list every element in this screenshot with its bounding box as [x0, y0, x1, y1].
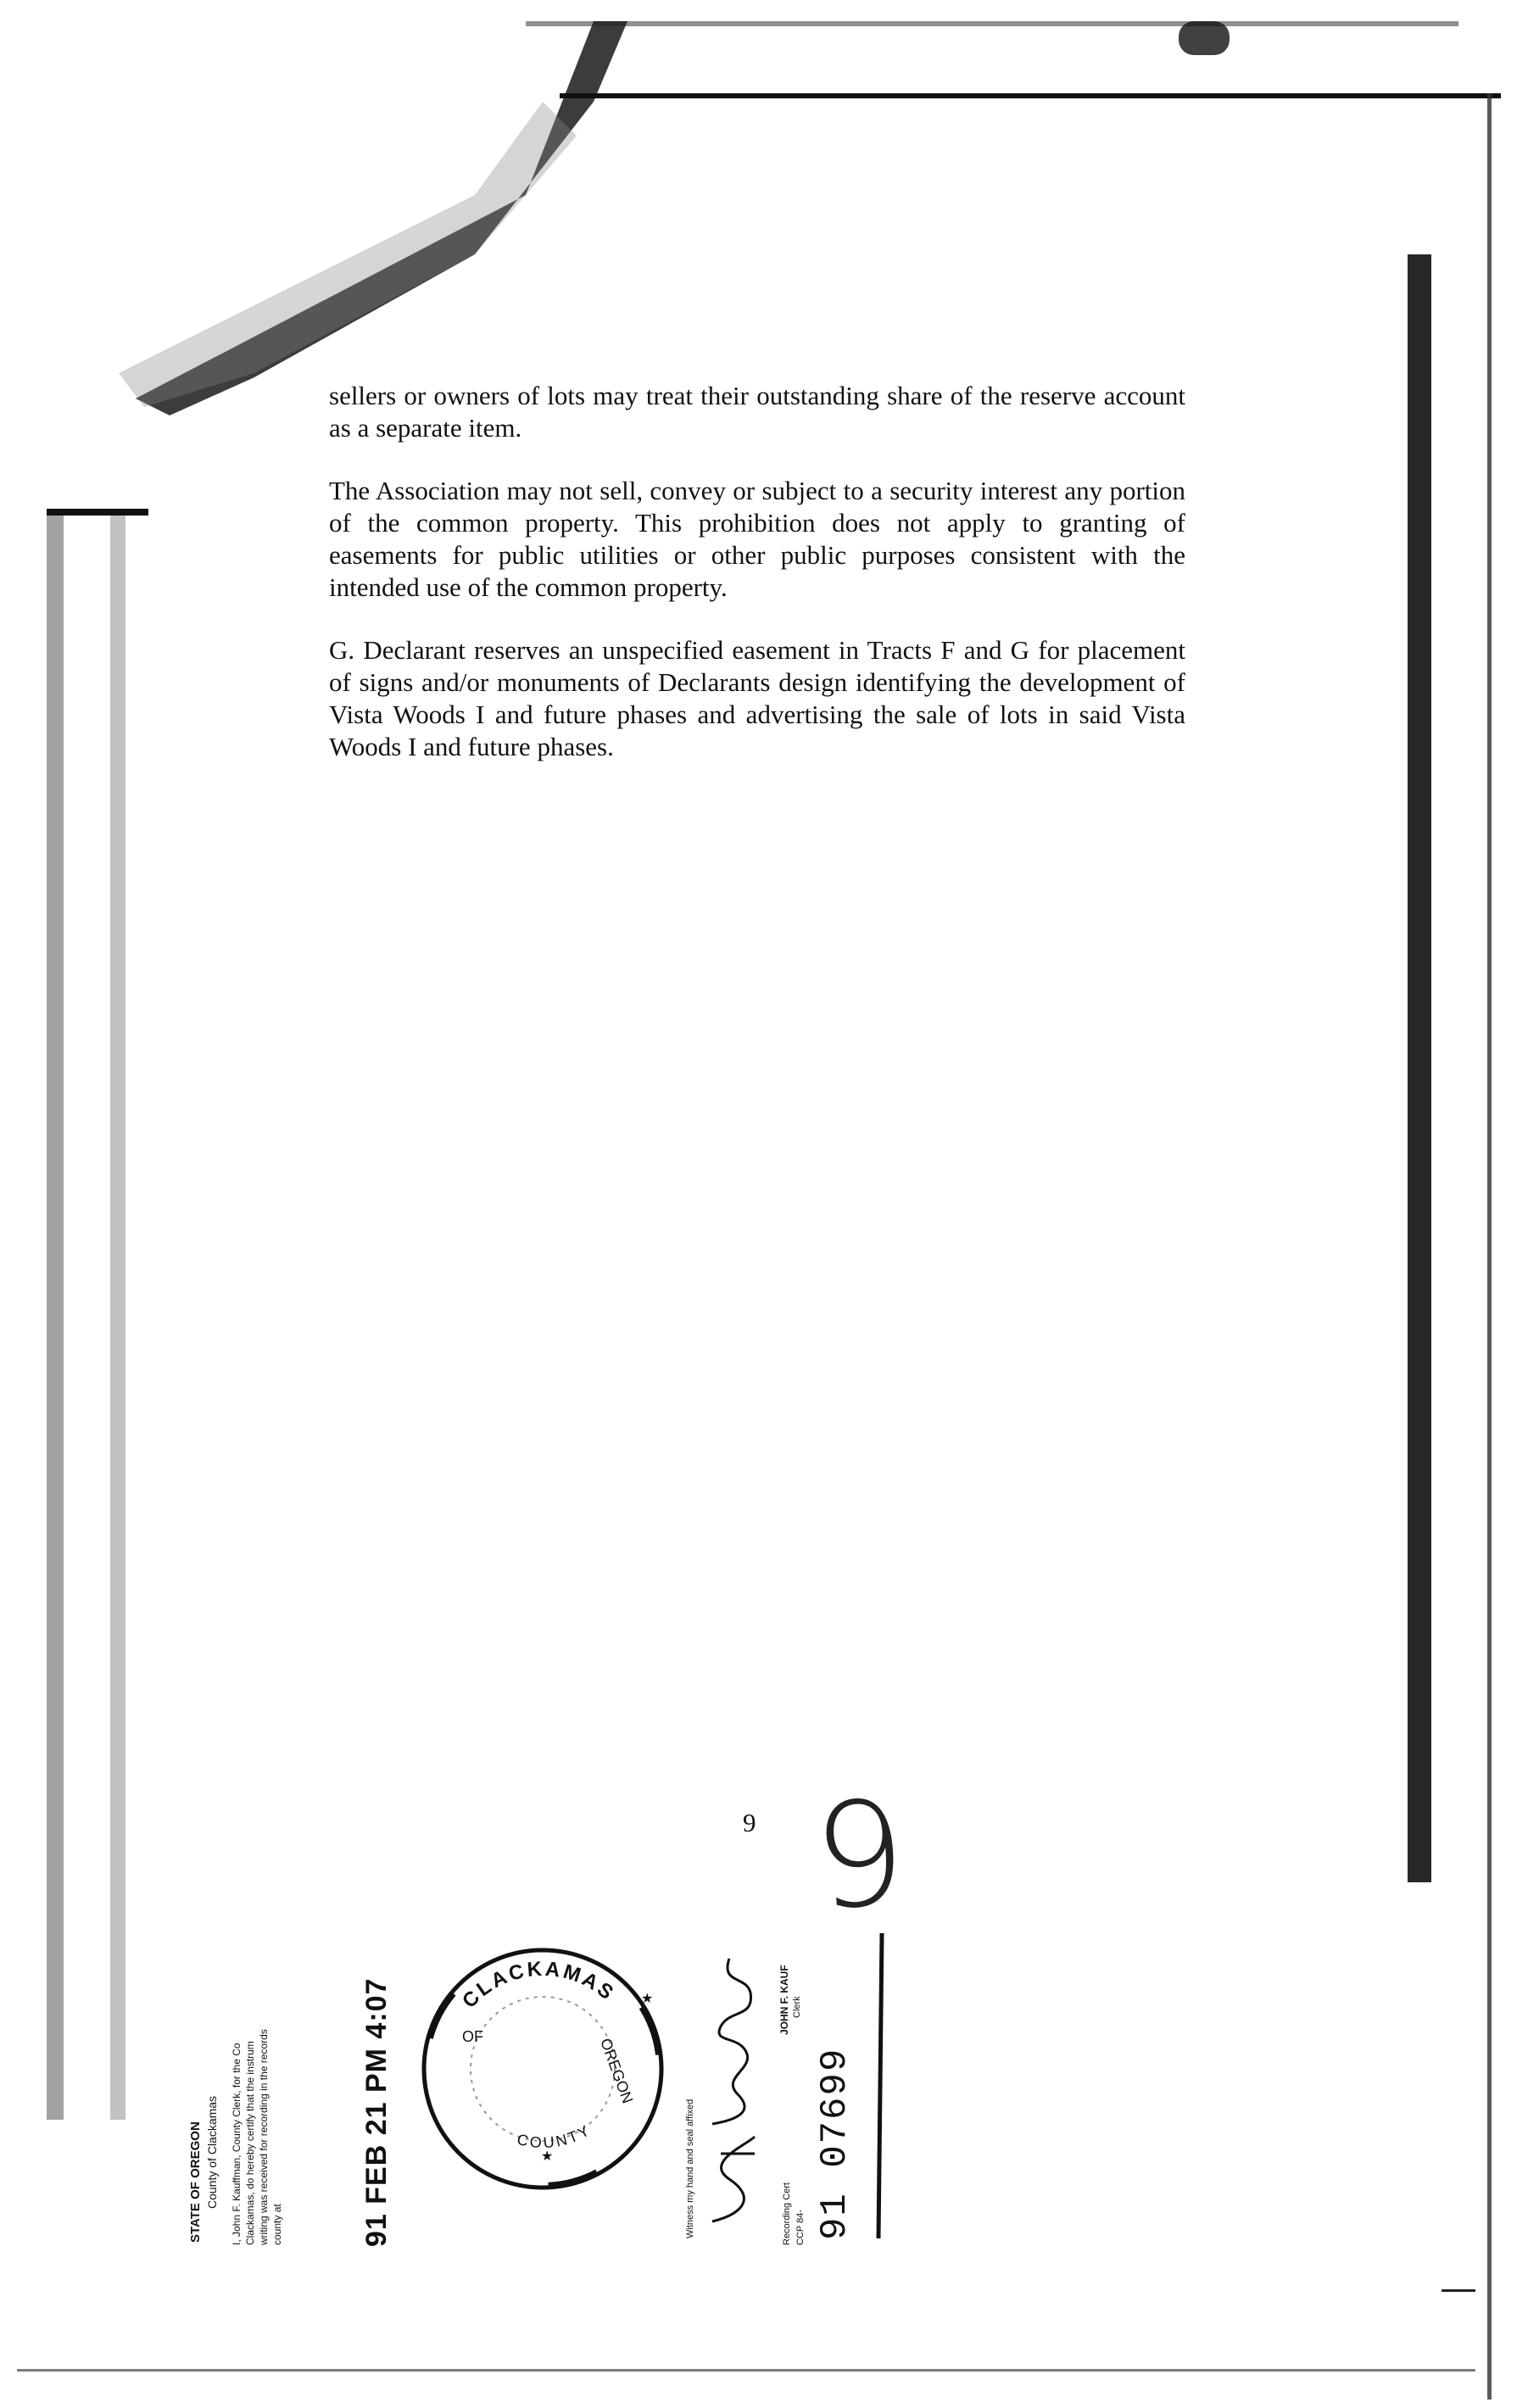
seal-text-top: CLACKAMAS [458, 1957, 620, 2013]
paragraph-common-property: The Association may not sell, convey or subject to a security interest any portion of the common property. This prohibition does not apply to granting of easements for public utilities or other public purposes consistent with the intended use of the common property. [329, 476, 1185, 602]
county-seal [415, 1942, 670, 2196]
clerk-signature [695, 1942, 772, 2238]
recording-cert-sub: CCP 84- [795, 2210, 806, 2245]
clerk-title: Clerk [792, 1996, 802, 2018]
document-number-bar [873, 1925, 899, 2247]
seal-text-left: OF [462, 2028, 483, 2045]
stamp-cert-line-4: county at [271, 2204, 283, 2245]
paragraph-easement: G. Declarant reserves an unspecified easement in Tracts F and G for placement of signs and/or monuments of Declarants design identifying the development of Vista Woods I and future phases and advertising the sale of lots in said Vista Woods I and future phases. [329, 635, 1185, 761]
stamp-county: County of Clackamas [205, 2095, 219, 2209]
handwritten-page-number: 9 [808, 1769, 912, 1943]
right-border-line [1487, 93, 1492, 2400]
top-right-border [560, 93, 1501, 98]
svg-text:★: ★ [641, 1992, 654, 2006]
seal-text-right: OREGON [597, 2036, 637, 2106]
clerk-name: JOHN F. KAUF [778, 1965, 790, 2035]
document-number: 91 07699 [814, 2047, 856, 2240]
bottom-line [17, 2369, 1475, 2372]
left-top-bracket [47, 509, 148, 516]
body-text [329, 380, 1185, 794]
left-inner-edge [110, 509, 125, 2120]
left-scan-edge [47, 509, 64, 2120]
stamp-state: STATE OF OREGON [188, 2121, 203, 2243]
seal-text-bottom: COUNTY [515, 2121, 594, 2152]
paragraph-reserve-account: sellers or owners of lots may treat their outstanding share of the reserve account as a separate item. [329, 381, 1185, 443]
stamp-cert-line-3: writing was received for recording in the records [258, 2029, 270, 2245]
stamp-cert-line-2: Clackamas, do hereby certify that the instrum [244, 2041, 256, 2245]
svg-text:COUNTY [516, 2121, 594, 2151]
page-number: 9 [743, 1808, 756, 1837]
svg-text:★: ★ [541, 2149, 554, 2164]
top-right-blob [1179, 21, 1230, 55]
bottom-right-mark [1442, 2289, 1475, 2292]
recording-stamp [161, 1925, 907, 2247]
folded-corner-speckle [119, 102, 577, 407]
witness-line: Witness my hand and seal affixed [685, 2099, 695, 2238]
received-datetime-stamp: 91 FEB 21 PM 4:07 [360, 1977, 393, 2247]
right-dark-edge [1408, 254, 1431, 1882]
top-scan-band [526, 21, 1458, 26]
stamp-cert-line-1: I, John F. Kauffman, County Clerk, for the Co [231, 2043, 243, 2245]
recording-cert: Recording Cert [782, 2182, 792, 2245]
